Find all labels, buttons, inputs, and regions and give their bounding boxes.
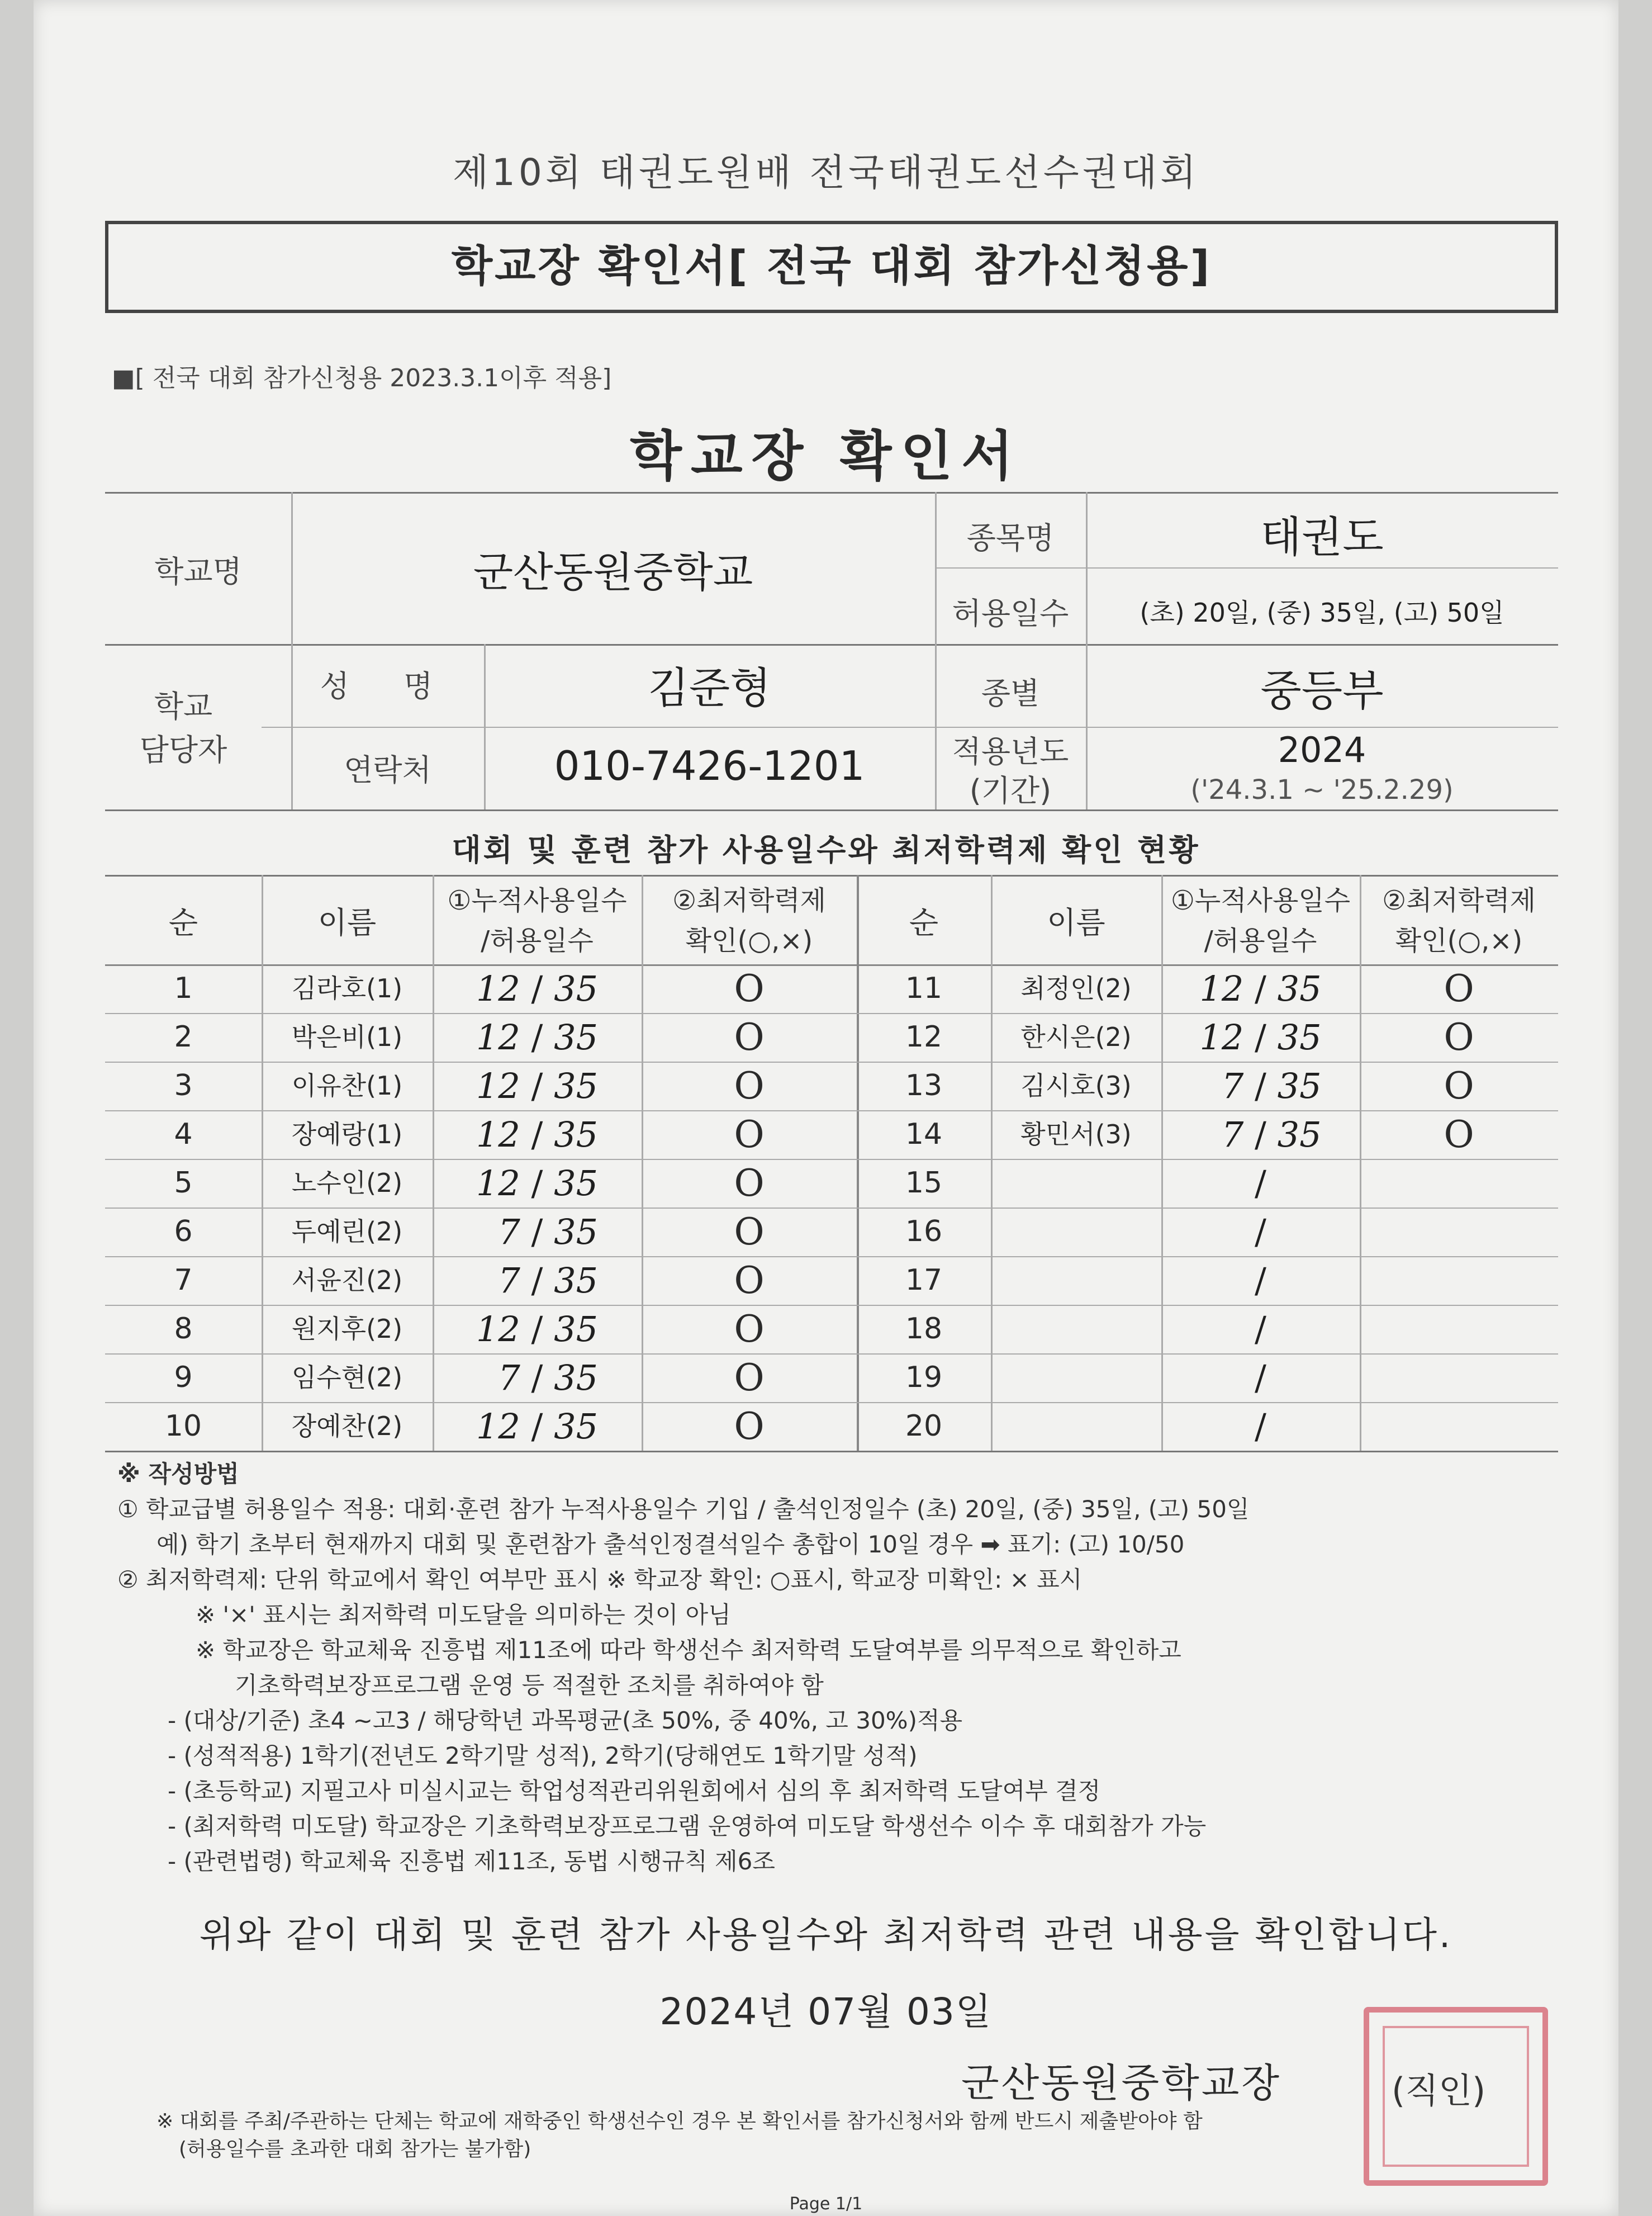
school-info-table <box>105 492 1558 811</box>
days-slash: / <box>1243 1163 1278 1204</box>
student-name <box>991 1256 1161 1305</box>
seal-label: (직인) <box>1392 2070 1486 2111</box>
used-allowed-days <box>433 1402 642 1451</box>
row-number: 17 <box>905 1263 943 1297</box>
min-achievement-check <box>1360 1353 1558 1402</box>
main-title: 학교장 확인서 <box>630 425 1022 487</box>
min-achievement-check: O <box>1444 1113 1474 1156</box>
used-allowed-days <box>433 1353 642 1402</box>
note-line: 기초학력보장프로그램 운영 등 적절한 조치를 취하여야 함 <box>235 1672 824 1699</box>
days-slash: / <box>520 1309 554 1350</box>
school-name-label: 학교명 <box>154 554 242 589</box>
student-name: 박은비(1) <box>291 1022 403 1052</box>
principal-signature: 군산동원중학교장 <box>961 2060 1281 2106</box>
row-number: 5 <box>174 1166 193 1200</box>
min-achievement-check: O <box>734 1064 765 1107</box>
person-name-value: 김준형 <box>648 663 771 713</box>
allowed-days: 35 <box>1277 968 1322 1009</box>
min-achievement-check: O <box>734 1356 765 1399</box>
row-number: 1 <box>174 972 193 1005</box>
page-number: Page 1/1 <box>789 2194 863 2214</box>
phone-value: 010-7426-1201 <box>554 742 865 789</box>
school-name-value: 군산동원중학교 <box>473 548 753 596</box>
header-check-left: ②최저학력제 확인(○,×) <box>672 885 826 957</box>
division-label: 종별 <box>981 676 1040 711</box>
student-name: 임수현(2) <box>291 1362 403 1393</box>
note-line: ※ '×' 표시는 최저학력 미도달을 의미하는 것이 아님 <box>196 1601 731 1628</box>
event-label: 종목명 <box>966 520 1055 556</box>
used-days: 7 <box>498 1211 520 1252</box>
note-line: - (관련법령) 학교체육 진흥법 제11조, 동법 시행규칙 제6조 <box>168 1848 775 1875</box>
status-table <box>105 875 1558 1453</box>
student-name: 서윤진(2) <box>291 1265 403 1295</box>
days-slash: / <box>1243 1066 1278 1106</box>
used-allowed-days <box>433 1256 642 1305</box>
min-achievement-check <box>1360 1305 1558 1353</box>
note-line: - (최저학력 미도달) 학교장은 기초학력보장프로그램 운영하여 미도달 학생선수 이수 후 대회참가 가능 <box>168 1812 1207 1840</box>
student-name: 두예린(2) <box>291 1216 403 1247</box>
days-slash: / <box>520 1017 554 1058</box>
allowed-days: 35 <box>554 1163 599 1204</box>
confirmation-statement: 위와 같이 대회 및 훈련 참가 사용일수와 최저학력 관련 내용을 확인합니다. <box>199 1915 1453 1956</box>
used-days: 7 <box>498 1357 520 1398</box>
used-days: 12 <box>476 1114 520 1155</box>
row-number: 4 <box>174 1118 193 1151</box>
min-achievement-check: O <box>734 1308 765 1351</box>
days-slash: / <box>520 1163 554 1204</box>
note-line: ② 최저학력제: 단위 학교에서 확인 여부만 표시 ※ 학교장 확인: ○표시, 학교장 미확인: × 표시 <box>117 1566 1083 1593</box>
note-line: - (초등학교) 지필고사 미실시교는 학업성적관리위원회에서 심의 후 최저학력 도달여부 결정 <box>168 1777 1101 1805</box>
student-name <box>991 1159 1161 1208</box>
days-slash: / <box>1243 968 1278 1009</box>
row-number: 13 <box>905 1069 943 1102</box>
document-date: 2024년 07월 03일 <box>659 1990 993 2033</box>
used-allowed-days <box>433 1062 642 1110</box>
used-days: 12 <box>476 1017 520 1058</box>
phone-label: 연락처 <box>344 752 431 788</box>
allowed-days-value: (초) 20일, (중) 35일, (고) 50일 <box>1140 598 1504 628</box>
days-slash: / <box>1243 1114 1278 1155</box>
days-slash: / <box>520 1260 554 1301</box>
min-achievement-check: O <box>734 1210 765 1253</box>
days-slash: / <box>1243 1406 1278 1447</box>
row-number: 19 <box>905 1361 943 1394</box>
allowed-days: 35 <box>554 1309 599 1350</box>
used-allowed-days <box>1161 964 1360 1013</box>
min-achievement-check: O <box>1444 967 1474 1010</box>
document-page <box>34 0 1618 2216</box>
min-achievement-check: O <box>734 1113 765 1156</box>
header-name-right: 이름 <box>1047 905 1105 940</box>
row-number: 7 <box>174 1263 193 1297</box>
used-allowed-days <box>433 1305 642 1353</box>
header-check-right: ②최저학력제 확인(○,×) <box>1382 885 1536 957</box>
allowed-days: 35 <box>554 1357 599 1398</box>
division-value: 중등부 <box>1260 666 1384 716</box>
student-name: 한시은(2) <box>1020 1022 1132 1052</box>
used-allowed-days <box>433 1013 642 1062</box>
row-number: 10 <box>164 1409 202 1443</box>
row-number: 14 <box>905 1118 943 1151</box>
used-allowed-days <box>1161 1305 1360 1353</box>
student-name <box>991 1353 1161 1402</box>
used-allowed-days <box>1161 1256 1360 1305</box>
header-name-left: 이름 <box>317 905 377 940</box>
period-value: ('24.3.1 ~ '25.2.29) <box>1190 774 1454 806</box>
header-no-left: 순 <box>168 905 198 940</box>
used-days: 7 <box>498 1260 520 1301</box>
min-achievement-check <box>1360 1159 1558 1208</box>
contact-person-label: 학교 담당자 <box>139 689 227 768</box>
min-achievement-check <box>1360 1208 1558 1256</box>
student-name: 김시호(3) <box>1020 1071 1132 1101</box>
note-line: ※ 작성방법 <box>117 1460 239 1488</box>
days-slash: / <box>520 1406 554 1447</box>
allowed-days: 35 <box>554 1260 599 1301</box>
student-name: 황민서(3) <box>1020 1119 1132 1149</box>
note-line: ① 학교급별 허용일수 적용: 대회·훈련 참가 누적사용일수 기입 / 출석인정일수 (초) 20일, (중) 35일, (고) 50일 <box>117 1495 1250 1523</box>
form-title: 학교장 확인서[ 전국 대회 참가신청용] <box>451 241 1212 291</box>
row-number: 6 <box>174 1215 193 1248</box>
allowed-days: 35 <box>554 1114 599 1155</box>
used-allowed-days <box>433 1110 642 1159</box>
days-slash: / <box>520 1066 554 1106</box>
days-slash: / <box>1243 1211 1278 1252</box>
min-achievement-check: O <box>734 1162 765 1205</box>
footer-note: ※ 대회를 주최/주관하는 단체는 학교에 재학중인 학생선수인 경우 본 확인서를 참가신청서와 함께 반드시 제출받아야 함 (허용일수를 초과한 대회 참가는 불가함) <box>156 2110 1203 2161</box>
note-line: - (대상/기준) 초4 ~고3 / 해당학년 과목평균(초 50%, 중 40%, 고 30%)적용 <box>168 1707 963 1734</box>
min-achievement-check: O <box>734 1016 765 1059</box>
student-name: 장예랑(1) <box>291 1119 403 1149</box>
min-achievement-check: O <box>1444 1064 1474 1107</box>
min-achievement-check: O <box>734 1259 765 1302</box>
used-days: 12 <box>476 1406 520 1447</box>
allowed-days: 35 <box>554 1066 599 1106</box>
used-days: 12 <box>476 1163 520 1204</box>
allowed-days-label: 허용일수 <box>952 596 1069 631</box>
allowed-days: 35 <box>1277 1114 1322 1155</box>
row-number: 16 <box>905 1215 943 1248</box>
note-line: - (성적적용) 1학기(전년도 2학기말 성적), 2학기(당해연도 1학기말 성적) <box>168 1742 918 1769</box>
used-days: 12 <box>476 1309 520 1350</box>
writing-instructions <box>117 1456 1548 1879</box>
used-allowed-days <box>1161 1208 1360 1256</box>
year-value: 2024 <box>1278 730 1366 770</box>
row-number: 18 <box>905 1312 943 1346</box>
event-value: 태권도 <box>1260 512 1384 562</box>
used-allowed-days <box>1161 1013 1360 1062</box>
row-number: 11 <box>905 972 943 1005</box>
days-slash: / <box>1243 1260 1278 1301</box>
min-achievement-check: O <box>734 1405 765 1448</box>
used-allowed-days <box>433 1159 642 1208</box>
student-name <box>991 1305 1161 1353</box>
header-days-left: ①누적사용일수 /허용일수 <box>447 885 627 957</box>
allowed-days: 35 <box>554 968 599 1009</box>
used-days: 7 <box>1221 1066 1244 1106</box>
days-slash: / <box>520 1211 554 1252</box>
min-achievement-check <box>1360 1402 1558 1451</box>
days-slash: / <box>520 968 554 1009</box>
used-allowed-days <box>1161 1159 1360 1208</box>
form-title-box <box>105 221 1558 313</box>
days-slash: / <box>520 1114 554 1155</box>
min-achievement-check: O <box>734 967 765 1010</box>
student-name: 이유찬(1) <box>291 1071 403 1101</box>
min-achievement-check <box>1360 1256 1558 1305</box>
allowed-days: 35 <box>1277 1017 1322 1058</box>
used-days: 12 <box>476 1066 520 1106</box>
student-name: 최정인(2) <box>1020 973 1132 1003</box>
student-name: 노수인(2) <box>291 1168 403 1198</box>
row-number: 12 <box>905 1020 943 1054</box>
year-label: 적용년도 (기간) <box>952 734 1069 808</box>
used-allowed-days <box>1161 1110 1360 1159</box>
used-allowed-days <box>1161 1062 1360 1110</box>
student-name <box>991 1208 1161 1256</box>
row-number: 20 <box>905 1409 943 1443</box>
min-achievement-check: O <box>1444 1016 1474 1059</box>
row-number: 15 <box>905 1166 943 1200</box>
days-slash: / <box>1243 1309 1278 1350</box>
student-name <box>991 1402 1161 1451</box>
used-allowed-days <box>1161 1402 1360 1451</box>
note-line: ※ 학교장은 학교체육 진흥법 제11조에 따라 학생선수 최저학력 도달여부를 의무적으로 확인하고 <box>196 1636 1181 1664</box>
allowed-days: 35 <box>554 1211 599 1252</box>
status-table-title: 대회 및 훈련 참가 사용일수와 최저학력제 확인 현황 <box>452 832 1200 868</box>
days-slash: / <box>1243 1357 1278 1398</box>
used-allowed-days <box>433 1208 642 1256</box>
allowed-days: 35 <box>554 1017 599 1058</box>
competition-title: 제10회 태권도원배 전국태권도선수권대회 <box>453 151 1199 194</box>
used-allowed-days <box>433 964 642 1013</box>
form-usage-note: ■[ 전국 대회 참가신청용 2023.3.1이후 적용] <box>112 364 612 392</box>
student-name: 장예찬(2) <box>291 1411 403 1441</box>
used-allowed-days <box>1161 1353 1360 1402</box>
allowed-days: 35 <box>1277 1066 1322 1106</box>
person-name-label: 성 명 <box>320 669 455 704</box>
used-days: 12 <box>476 968 520 1009</box>
row-number: 8 <box>174 1312 193 1346</box>
header-days-right: ①누적사용일수 /허용일수 <box>1170 885 1351 957</box>
allowed-days: 35 <box>554 1406 599 1447</box>
header-no-right: 순 <box>909 905 939 940</box>
days-slash: / <box>1243 1017 1278 1058</box>
used-days: 7 <box>1221 1114 1244 1155</box>
used-days: 12 <box>1199 1017 1244 1058</box>
row-number: 2 <box>174 1020 193 1054</box>
row-number: 9 <box>174 1361 193 1394</box>
student-name: 원지후(2) <box>291 1314 403 1344</box>
row-number: 3 <box>174 1069 193 1102</box>
days-slash: / <box>520 1357 554 1398</box>
student-name: 김라호(1) <box>291 973 403 1003</box>
used-days: 12 <box>1199 968 1244 1009</box>
note-line: 예) 학기 초부터 현재까지 대회 및 훈련참가 출석인정결석일수 총합이 10일 경우 ➡ 표기: (고) 10/50 <box>156 1531 1185 1558</box>
